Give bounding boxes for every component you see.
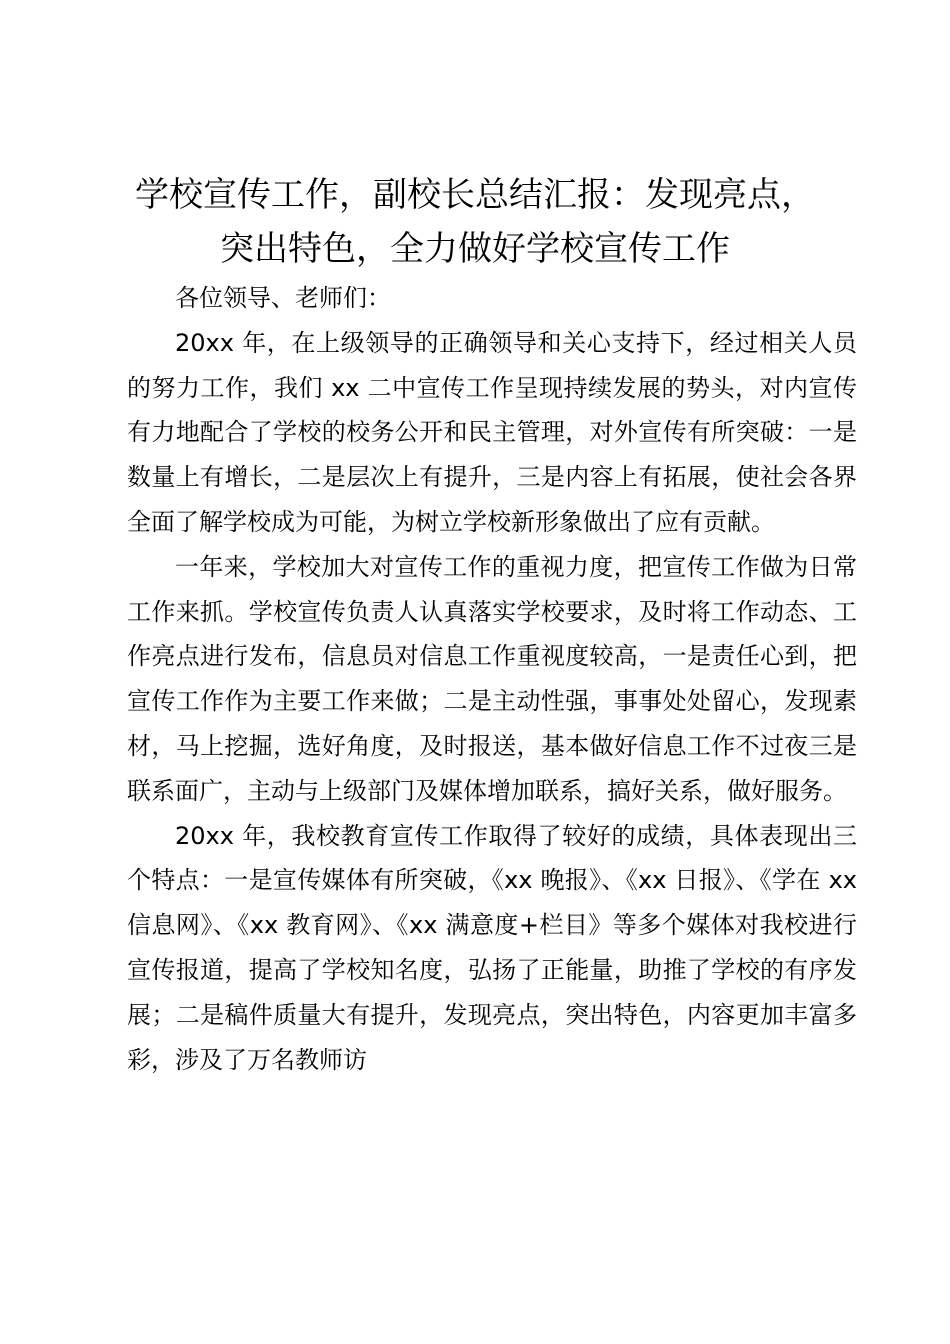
document-title <box>110 168 840 276</box>
paragraph-1: 20xx 年，在上级领导的正确领导和关心支持下，经过相关人员的努力工作，我们 xx 二中宣传工作呈现持续发展的势头，对内宣传有力地配合了学校的校务公开和民主管理，对外宣传有所突破：一是数量上有增长，二是层次上有提升，三是内容上有拓展，使社会各界全面了解学校成为可能，为树立学校新形象做出了应有贡献。 <box>127 328 857 536</box>
salutation: 各位领导、老师们： <box>175 284 391 312</box>
title-line-1: 学校宣传工作，副校长总结汇报：发现亮点， <box>135 175 815 215</box>
document-body <box>127 276 857 1082</box>
paragraph-3: 20xx 年，我校教育宣传工作取得了较好的成绩，具体表现出三个特点：一是宣传媒体有所突破，《xx 晚报》、《xx 日报》、《学在 xx 信息网》、《xx 教育网》、《xx 满意度+栏目》等多个媒体对我校进行宣传报道，提高了学校知名度，弘扬了正能量，助推了学校的有序发展；二是稿件质量大有提升，发现亮点，突出特色，内容更加丰富多彩，涉及了万名教师访 <box>127 821 857 1074</box>
paragraph-2: 一年来，学校加大对宣传工作的重视力度，把宣传工作做为日常工作来抓。学校宣传负责人认真落实学校要求，及时将工作动态、工作亮点进行发布，信息员对信息工作重视度较高，一是责任心到，把宣传工作作为主要工作来做；二是主动性强，事事处处留心，发现素材，马上挖掘，选好角度，及时报送，基本做好信息工作不过夜三是联系面广，主动与上级部门及媒体增加联系，搞好关系，做好服务。 <box>127 552 857 805</box>
title-line-2: 突出特色，全力做好学校宣传工作 <box>220 229 730 269</box>
